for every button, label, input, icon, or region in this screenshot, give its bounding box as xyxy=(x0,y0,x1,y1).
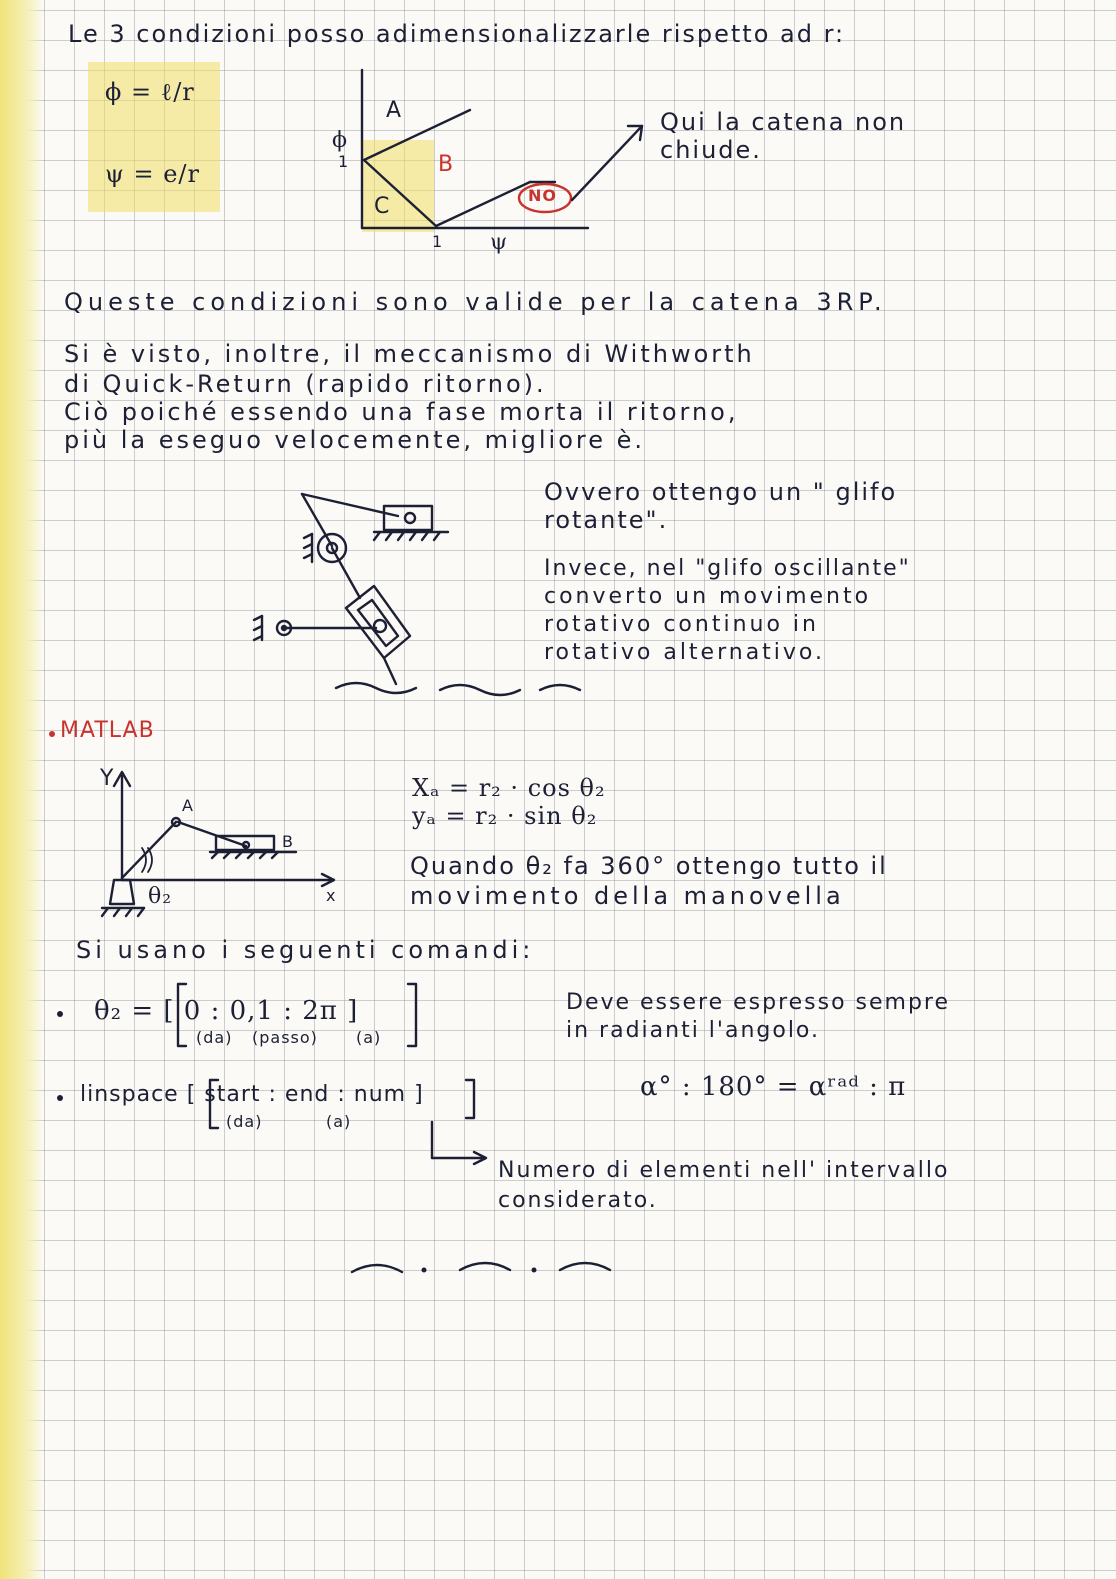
psi-definition: ψ = e/r xyxy=(105,160,200,188)
axis-x-label: x xyxy=(326,886,338,905)
cmd-theta-expression: θ₂ = [ 0 : 0,1 : 2π ] xyxy=(94,996,359,1026)
glifo-rotante-line2: rotante". xyxy=(544,506,669,534)
cmd-theta-step: (passo) xyxy=(252,1028,318,1047)
loop-note-line2: movimento della manovella xyxy=(410,882,845,910)
diagram-label-one-vertical: 1 xyxy=(338,152,351,171)
slider-point-B: B xyxy=(282,832,295,851)
note-chain-line1: Qui la catena non xyxy=(660,108,907,136)
cmd-linspace-note-line1: Numero di elementi nell' intervallo xyxy=(498,1158,950,1183)
equation-x: Xₐ = r₂ · cos θ₂ xyxy=(412,774,606,802)
degree-radian-conversion: α° : 180° = αʳᵃᵈ : π xyxy=(640,1072,907,1102)
cmd-theta-note-line2: in radianti l'angolo. xyxy=(566,1018,820,1043)
theta-label: θ₂ xyxy=(148,884,173,909)
glifo-oscillante-line3: rotativo continuo in xyxy=(544,612,819,637)
glifo-oscillante-line4: rotativo alternativo. xyxy=(544,640,826,665)
no-badge: NO xyxy=(528,186,557,205)
paragraph-line1: Queste condizioni sono valide per la catena 3RP. xyxy=(64,288,887,316)
cmd-linspace-note-line2: considerato. xyxy=(498,1188,658,1213)
paragraph-line3: di Quick-Return (rapido ritorno). xyxy=(64,370,547,398)
equation-y: yₐ = r₂ · sin θ₂ xyxy=(412,802,598,830)
cmd-linspace-expression: linspace [ start : end : num ] xyxy=(80,1082,424,1107)
diagram-link-B xyxy=(436,182,530,226)
diagram-label-one-horizontal: 1 xyxy=(432,232,445,251)
glifo-rotante-line1: Ovvero ottengo un " glifo xyxy=(544,478,898,506)
paragraph-line4: Ciò poiché essendo una fase morta il ritorno, xyxy=(64,398,739,426)
diagram-label-B: B xyxy=(438,152,456,177)
diagram-label-A: A xyxy=(386,98,404,123)
crank-point-A: A xyxy=(182,796,195,815)
diagram-label-phi: ϕ xyxy=(332,128,348,153)
axis-y-label: Y xyxy=(100,766,116,791)
note-arrow xyxy=(572,126,642,200)
cmd-theta-from: (da) xyxy=(196,1028,233,1047)
cmd-linspace-to: (a) xyxy=(326,1112,352,1131)
cmd-linspace-from: (da) xyxy=(226,1112,263,1131)
cmd-theta-note-line1: Deve essere espresso sempre xyxy=(566,990,951,1015)
glifo-oscillante-line1: Invece, nel "glifo oscillante" xyxy=(544,556,911,581)
loop-note-line1: Quando θ₂ fa 360° ottengo tutto il xyxy=(410,852,888,880)
phi-definition: ϕ = ℓ/r xyxy=(105,78,195,106)
matlab-title: MATLAB xyxy=(60,718,155,743)
cmd-theta-to: (a) xyxy=(356,1028,382,1047)
note-chain-line2: chiude. xyxy=(660,136,762,164)
heading-conditions: Le 3 condizioni posso adimensionalizzarle rispetto ad r: xyxy=(68,20,846,48)
commands-intro: Si usano i seguenti comandi: xyxy=(76,936,535,964)
diagram-label-C: C xyxy=(374,194,392,219)
diagram-label-psi: ψ xyxy=(490,230,509,255)
paragraph-line5: più la eseguo velocemente, migliore è. xyxy=(64,426,646,454)
glifo-oscillante-line2: converto un movimento xyxy=(544,584,872,609)
paragraph-line2: Si è visto, inoltre, il meccanismo di Withworth xyxy=(64,340,755,368)
